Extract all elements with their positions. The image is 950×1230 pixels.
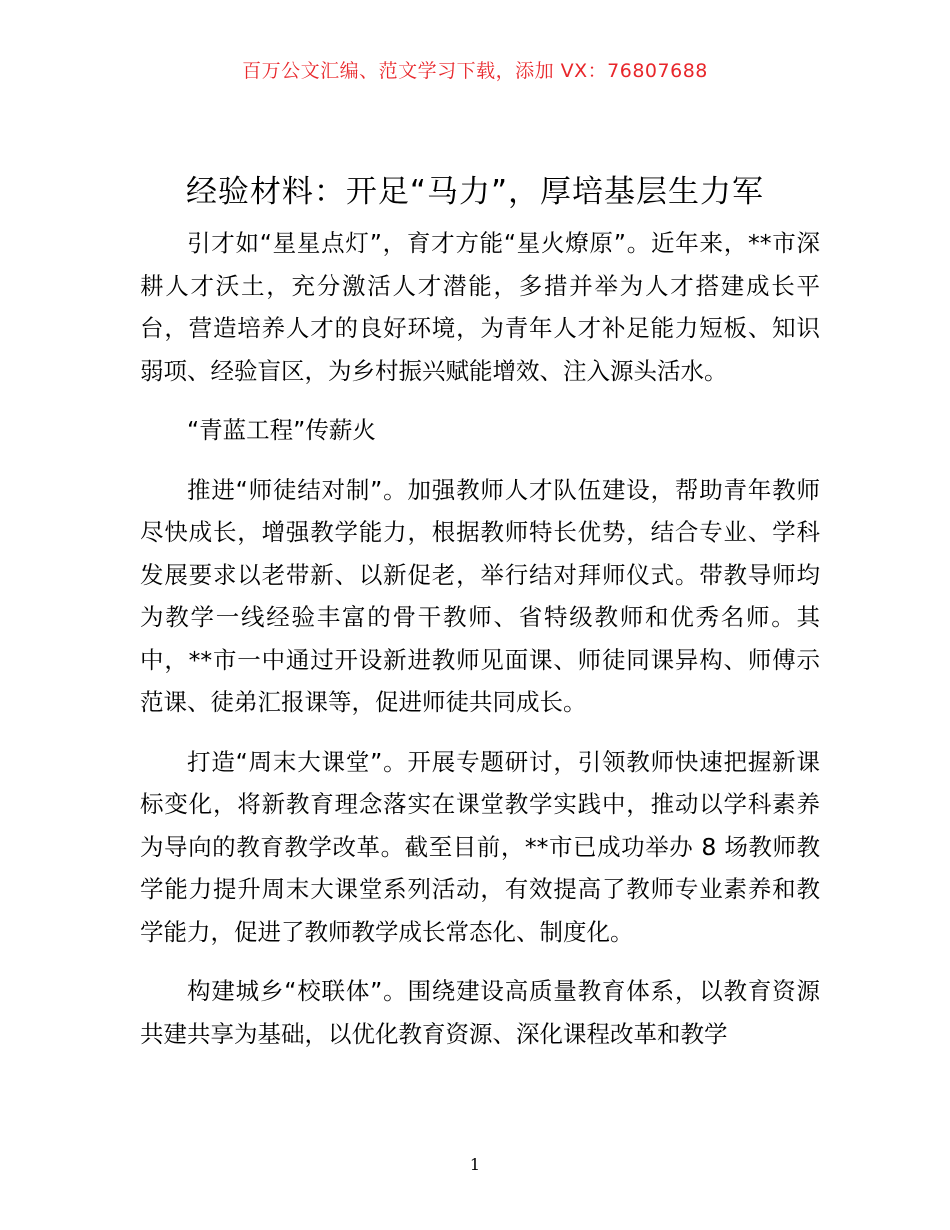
page-number: 1 bbox=[469, 1155, 481, 1174]
intro-paragraph: 引才如“星星点灯”，育才方能“星火燎原”。近年来，**市深耕人才沃土，充分激活人才潜能，多措并举为人才搭建成长平台，营造培养人才的良好环境，为青年人才补足能力短板、知识弱项、经验盲区，为乡村振兴赋能增效、注入源头活水。 bbox=[140, 229, 820, 385]
document-body bbox=[140, 222, 820, 1072]
body-paragraph-2: 打造“周末大课堂”。开展专题研讨，引领教师快速把握新课标变化，将新教育理念落实在课堂教学实践中，推动以学科素养为导向的教育教学改革。截至目前，**市已成功举办 8 场教师教学能力提升周末大课堂系列活动，有效提高了教师专业素养和教学能力，促进了教师教学成长常态化、制度化。 bbox=[140, 747, 820, 946]
document-title: 经验材料：开足“马力”，厚培基层生力军 bbox=[185, 174, 765, 210]
body-paragraph-3: 构建城乡“校联体”。围绕建设高质量教育体系，以教育资源共建共享为基础，以优化教育资源、深化课程改革和教学 bbox=[140, 977, 820, 1048]
section-heading: “青蓝工程”传薪火 bbox=[187, 416, 376, 444]
watermark-header: 百万公文汇编、范文学习下载，添加 VX：76807688 bbox=[242, 60, 708, 82]
body-paragraph-1: 推进“师徒结对制”。加强教师人才队伍建设，帮助青年教师尽快成长，增强教学能力，根据教师特长优势，结合专业、学科发展要求以老带新、以新促老，举行结对拜师仪式。带教导师均为教学一线经验丰富的骨干教师、省特级教师和优秀名师。其中，**市一中通过开设新进教师见面课、师徒同课异构、师傅示范课、徒弟汇报课等，促进师徒共同成长。 bbox=[140, 475, 820, 716]
